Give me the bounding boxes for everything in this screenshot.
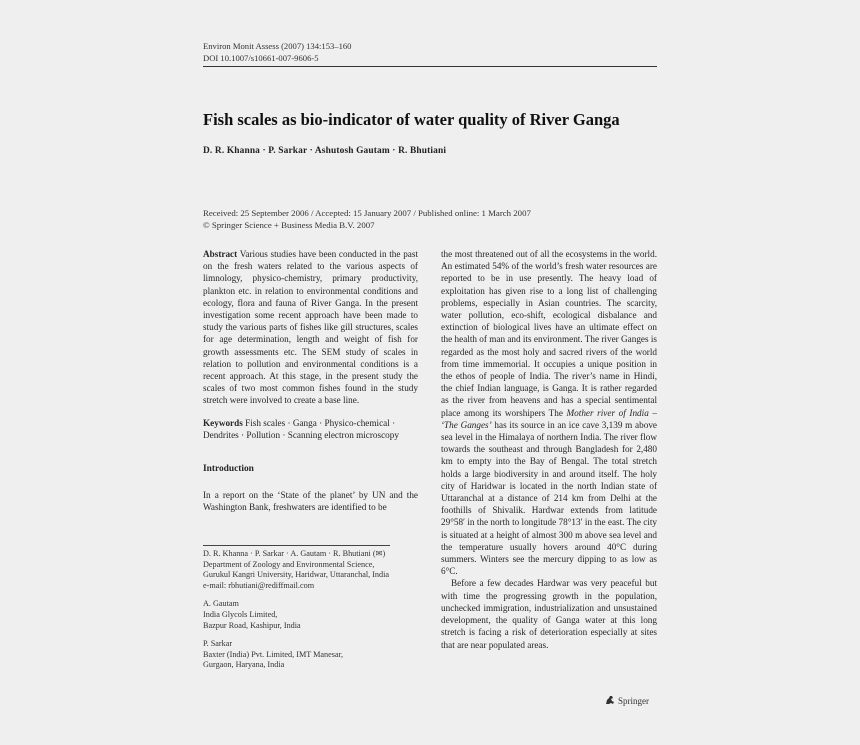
keywords-label: Keywords xyxy=(203,417,243,428)
affil-email: e-mail: rbhutiani@rediffmail.com xyxy=(203,580,315,590)
affil-authors: D. R. Khanna · P. Sarkar · A. Gautam · R. Bhutiani (✉) xyxy=(203,549,386,558)
publication-dates xyxy=(203,208,531,231)
affil-gautam-org: India Glycols Limited, xyxy=(203,609,278,619)
abstract-text: Various studies have been conducted in the past on the fresh waters related to the various aspects of limnology, physico-chemistry, primary productivity, plankton etc. in relation to environmental conditions and ecology, flora and fauna of River Ganga. In the present investigation some recent approach have been made to study the various parts of fishes like gill structures, scales for age determination, length and weight of fish for growth assessments etc. The SEM study of scales in relation to pollution and environmental conditions is a recent approach. At this stage, in the present study the scales of two most common fishes found in the study stretch were involved to create a base line. xyxy=(203,249,418,406)
springer-horse-icon xyxy=(604,694,616,708)
left-column xyxy=(203,248,418,514)
article-title: Fish scales as bio-indicator of water quality of River Ganga xyxy=(203,110,620,129)
affil-gautam-address: Bazpur Road, Kashipur, India xyxy=(203,620,301,630)
received-line: Received: 25 September 2006 / Accepted: 15 January 2007 / Published online: 1 March 2007 xyxy=(203,208,531,218)
body-paragraph-1: the most threatened out of all the ecosystems in the world. An estimated 54% of the world’s fresh water resources are reported to be in use presently. The heavy load of exploitation has given rise to a long list of challenging problems, especially in Asian countries. The scarcity, water pollution, eco-shift, ecological disbalance and extinction of biological lives have an ultimate effect on the health of man and its environment. The river Ganges is regarded as the most holy and sacred rivers of the world from time immemorial. It occupies a unique position in the ethos of people of India. The river’s name in Hindi, the chief Indian language, is Ganga. It is rather regarded as the river from heavens and has a special sentimental place among its worshipers The Mother river of India – ‘The Ganges’ has its source in an ice cave 3,139 m above sea level in the Himalaya of northern India. The river flow towards the southeast and through Bangladesh for 2,480 km to empty into the Bay of Bengal. The total stretch holds a large biodiversity in and around itself. The holy city of Haridwar is located in the north Indian state of Uttaranchal at a distance of 214 km from Delhi at the foothills of Shivalik. Hardwar extends from latitude 29°58′ in the north to longitude 78°13′ in the east. The city is situated at a height of almost 300 m above sea level and the temperature usually hovers around 40°C during summers. Winters see the mercury dipping to as low as 6°C. xyxy=(441,249,657,577)
introduction-text: In a report on the ‘State of the planet’ by UN and the Washington Bank, freshwaters are identified to be xyxy=(203,490,418,513)
author-list: D. R. Khanna · P. Sarkar · Ashutosh Gautam · R. Bhutiani xyxy=(203,146,447,156)
abstract-label: Abstract xyxy=(203,249,238,259)
journal-header xyxy=(203,40,351,64)
copyright-line: © Springer Science + Business Media B.V. 2007 xyxy=(203,219,375,230)
body-paragraph-2: Before a few decades Hardwar was very peaceful but with time the progressing growth in the population, unchecked immigration, industrialization and unsustained development, the quality of Ganga water at this long stretch is facing a risk of deterioration especially at sites that are near populated areas. xyxy=(441,578,657,650)
journal-citation: Environ Monit Assess (2007) 134:153–160 xyxy=(203,41,352,51)
affil-dept: Department of Zoology and Environmental Science, xyxy=(203,559,375,569)
affil-gautam-name: A. Gautam xyxy=(203,599,239,609)
mother-river-quote: Mother river of India – ‘The Ganges’ xyxy=(441,407,657,430)
springer-wordmark: Springer xyxy=(618,696,649,706)
affiliations xyxy=(203,549,418,671)
introduction-heading: Introduction xyxy=(203,464,254,475)
affil-sarkar-name: P. Sarkar xyxy=(203,639,233,649)
affil-sarkar-org: Baxter (India) Pvt. Limited, IMT Manesar, xyxy=(203,649,344,659)
affil-sarkar-address: Gurgaon, Haryana, India xyxy=(203,660,285,670)
keywords xyxy=(203,417,418,441)
affiliation-rule xyxy=(203,545,390,546)
right-column xyxy=(441,248,657,651)
doi: DOI 10.1007/s10661-007-9606-5 xyxy=(203,53,319,63)
keywords-text: Fish scales · Ganga · Physico-chemical · Dendrites · Pollution · Scanning electron microscopy xyxy=(203,417,399,440)
header-rule xyxy=(203,66,657,67)
affil-university: Gurukul Kangri University, Haridwar, Uttaranchal, India xyxy=(203,570,390,580)
abstract xyxy=(203,248,418,407)
springer-logo xyxy=(604,694,649,708)
